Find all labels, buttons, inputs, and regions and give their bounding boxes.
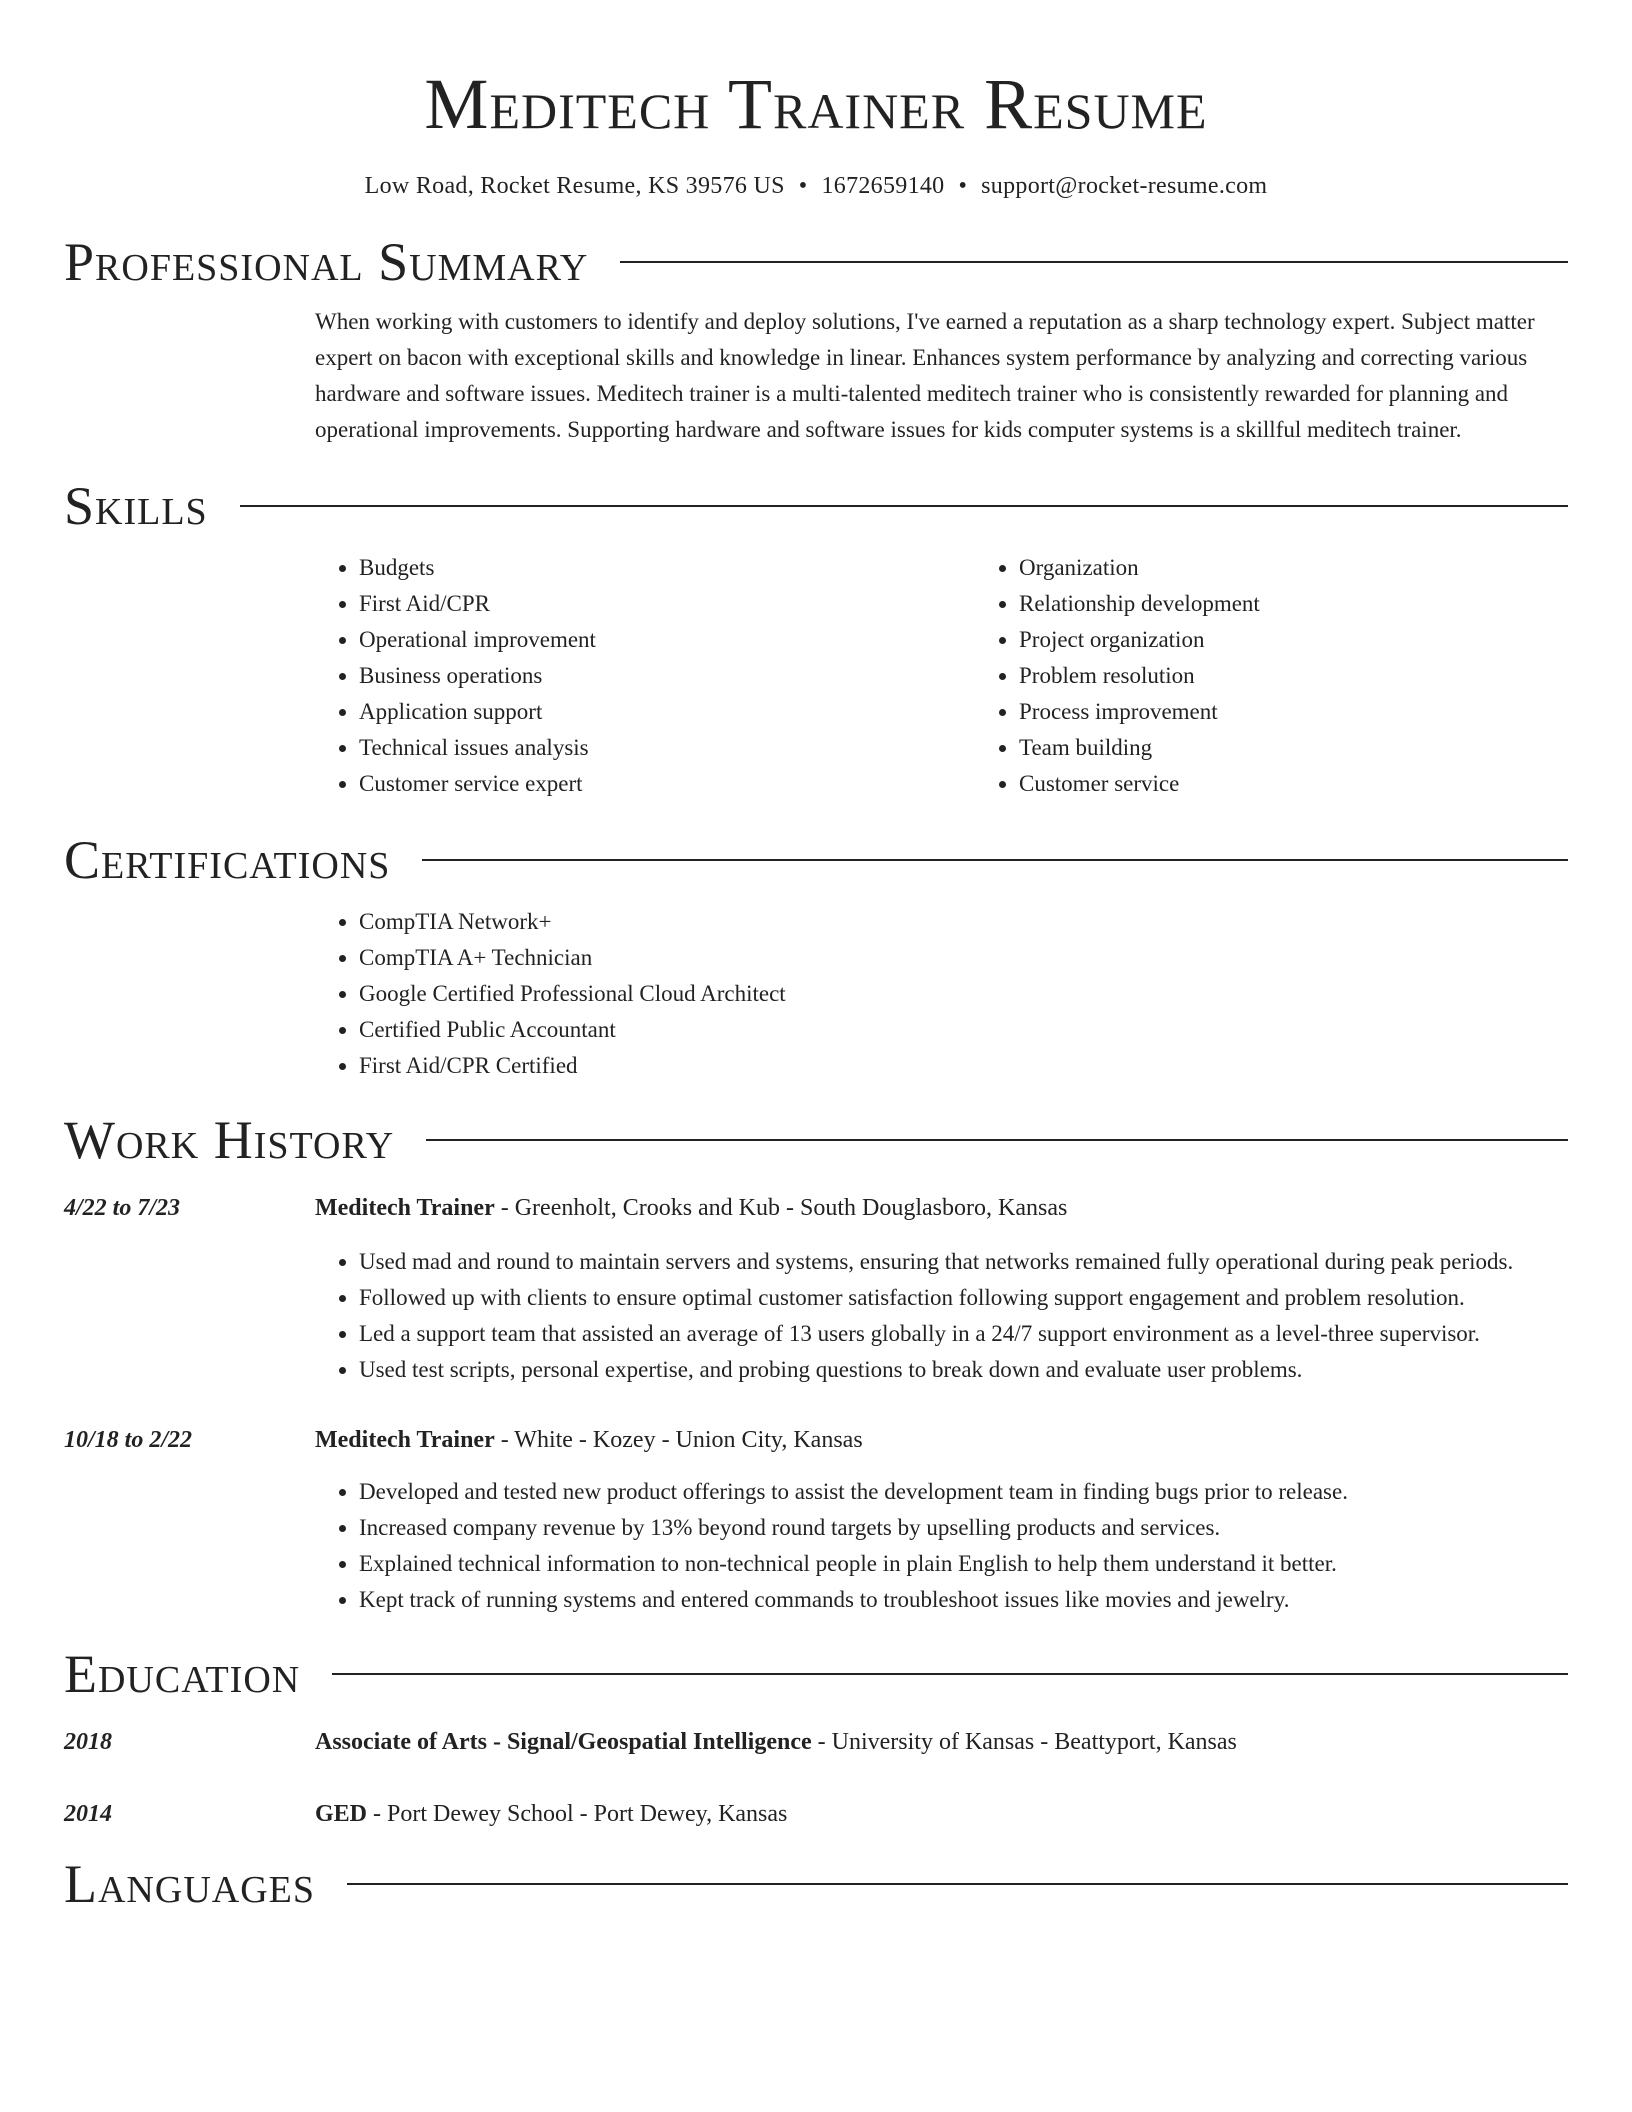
job-duties bbox=[315, 1474, 1568, 1618]
contact-address: Low Road, Rocket Resume, KS 39576 US bbox=[364, 173, 785, 199]
section-divider bbox=[620, 261, 1568, 263]
skills-column-left bbox=[315, 550, 975, 802]
job-employer: - Greenholt, Crooks and Kub - South Douglasboro, Kansas bbox=[494, 1195, 1068, 1221]
certification-item: • First Aid/CPR Certified bbox=[359, 1048, 1568, 1084]
skill-item: • Relationship development bbox=[1019, 586, 1632, 622]
skill-item: • Problem resolution bbox=[1019, 658, 1632, 694]
work-section-title: Work History bbox=[64, 1110, 395, 1170]
education-degree: GED bbox=[315, 1801, 368, 1827]
contact-separator: • bbox=[798, 173, 808, 199]
job-heading bbox=[315, 1190, 1568, 1226]
education-heading bbox=[315, 1724, 1568, 1760]
education-heading bbox=[315, 1796, 1568, 1832]
job-duty-item: • Used mad and round to maintain servers and systems, ensuring that networks remained fully operational during peak periods. bbox=[359, 1244, 1568, 1280]
skill-item: • Organization bbox=[1019, 550, 1632, 586]
job-role: Meditech Trainer bbox=[315, 1427, 495, 1453]
education-year: 2018 bbox=[64, 1729, 112, 1755]
job-entry bbox=[64, 1190, 1568, 1388]
contact-separator: • bbox=[958, 173, 968, 199]
contact-line bbox=[64, 170, 1568, 202]
job-duties bbox=[315, 1244, 1568, 1388]
languages-section-header bbox=[64, 1852, 1568, 1916]
section-divider bbox=[426, 1139, 1568, 1141]
skill-item: • Customer service expert bbox=[359, 766, 975, 802]
job-duty-item: • Developed and tested new product offerings to assist the development team in finding bugs prior to release. bbox=[359, 1474, 1568, 1510]
job-dates: 4/22 to 7/23 bbox=[64, 1195, 181, 1221]
education-entry bbox=[64, 1724, 1568, 1760]
summary-section-title: Professional Summary bbox=[64, 232, 589, 292]
skill-item: • Budgets bbox=[359, 550, 975, 586]
skill-item: • Project organization bbox=[1019, 622, 1632, 658]
skill-item: • Business operations bbox=[359, 658, 975, 694]
section-divider bbox=[240, 505, 1568, 507]
skill-item: • First Aid/CPR bbox=[359, 586, 975, 622]
skills-section-title: Skills bbox=[64, 476, 208, 536]
resume-title: Meditech Trainer Resume bbox=[424, 64, 1208, 144]
certification-item: • Certified Public Accountant bbox=[359, 1012, 1568, 1048]
job-entry bbox=[64, 1422, 1568, 1618]
skill-item: • Application support bbox=[359, 694, 975, 730]
work-section-header bbox=[64, 1108, 1568, 1172]
job-duty-item: • Used test scripts, personal expertise, and probing questions to break down and evaluate user problems. bbox=[359, 1352, 1568, 1388]
certification-item: • CompTIA A+ Technician bbox=[359, 940, 1568, 976]
job-duty-item: • Explained technical information to non-technical people in plain English to help them understand it better. bbox=[359, 1546, 1568, 1582]
certifications-section-header bbox=[64, 828, 1568, 892]
skills-list bbox=[315, 550, 1568, 802]
education-degree: Associate of Arts - Signal/Geospatial Intelligence bbox=[315, 1729, 812, 1755]
education-year: 2014 bbox=[64, 1801, 112, 1827]
skill-item: • Process improvement bbox=[1019, 694, 1632, 730]
job-duty-item: • Led a support team that assisted an average of 13 users globally in a 24/7 support environment as a level-three supervisor. bbox=[359, 1316, 1568, 1352]
skill-item: • Customer service bbox=[1019, 766, 1632, 802]
job-duty-item: • Kept track of running systems and entered commands to troubleshoot issues like movies and jewelry. bbox=[359, 1582, 1568, 1618]
section-divider bbox=[422, 859, 1568, 861]
skills-column-right bbox=[975, 550, 1632, 802]
summary-section-header bbox=[64, 230, 1568, 294]
education-school: - University of Kansas - Beattyport, Kansas bbox=[811, 1729, 1237, 1755]
certification-item: • Google Certified Professional Cloud Architect bbox=[359, 976, 1568, 1012]
summary-section bbox=[315, 304, 1568, 448]
skill-item: • Operational improvement bbox=[359, 622, 975, 658]
skill-item: • Team building bbox=[1019, 730, 1632, 766]
job-heading bbox=[315, 1422, 1568, 1458]
education-section-title: Education bbox=[64, 1644, 301, 1704]
contact-email: support@rocket-resume.com bbox=[981, 173, 1268, 199]
education-section-header bbox=[64, 1642, 1568, 1706]
summary-text: When working with customers to identify and deploy solutions, I've earned a reputation as a sharp technology expert. Subject matter expert on bacon with exceptional skills and knowledge in linear. Enhances system performance by analyzing and correcting various hardware and software issues. Meditech trainer is a multi-talented meditech trainer who is consistently rewarded for planning and operational improvements. Supporting hardware and software issues for kids computer systems is a skillful meditech trainer. bbox=[315, 309, 1535, 442]
contact-phone: 1672659140 bbox=[821, 173, 945, 199]
education-entry bbox=[64, 1796, 1568, 1832]
languages-section-title: Languages bbox=[64, 1854, 315, 1914]
job-duty-item: • Followed up with clients to ensure optimal customer satisfaction following support engagement and problem resolution. bbox=[359, 1280, 1568, 1316]
resume-page bbox=[64, 0, 1568, 1916]
job-role: Meditech Trainer bbox=[315, 1195, 495, 1221]
certification-item: • CompTIA Network+ bbox=[359, 904, 1568, 940]
certifications-list bbox=[315, 904, 1568, 1084]
job-duty-item: • Increased company revenue by 13% beyond round targets by upselling products and services. bbox=[359, 1510, 1568, 1546]
certifications-section-title: Certifications bbox=[64, 830, 391, 890]
skills-section-header bbox=[64, 474, 1568, 538]
education-school: - Port Dewey School - Port Dewey, Kansas bbox=[367, 1801, 788, 1827]
job-employer: - White - Kozey - Union City, Kansas bbox=[494, 1427, 863, 1453]
section-divider bbox=[332, 1673, 1568, 1675]
section-divider bbox=[347, 1883, 1568, 1885]
job-dates: 10/18 to 2/22 bbox=[64, 1427, 193, 1453]
skill-item: • Technical issues analysis bbox=[359, 730, 975, 766]
